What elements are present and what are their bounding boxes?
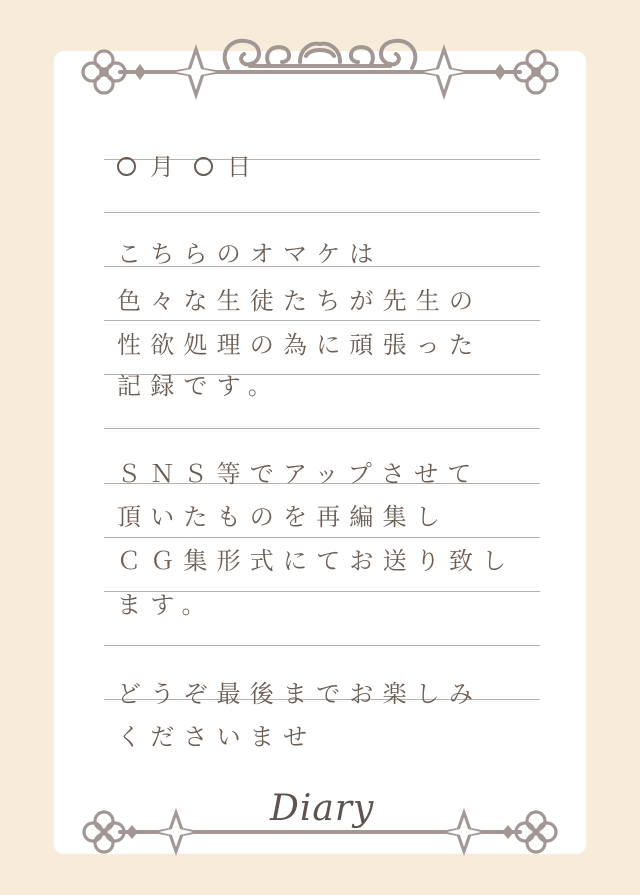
ruled-line	[104, 212, 540, 213]
top-ornament-icon	[0, 22, 640, 122]
month-blank-circle	[117, 157, 136, 176]
text-line: くださいませ	[117, 723, 317, 751]
text-line: ＳＮＳ等でアップさせて	[117, 460, 481, 488]
month-unit: 月	[150, 153, 174, 181]
text-line: 色々な生徒たちが先生の	[117, 287, 483, 315]
text-line: 性欲処理の為に頑張った	[117, 331, 483, 359]
date-line	[117, 147, 271, 182]
ruled-line	[104, 645, 540, 646]
text-line: こちらのオマケは	[117, 240, 383, 268]
ruled-line	[104, 537, 540, 538]
text-line: どうぞ最後までお楽しみ	[117, 680, 483, 708]
text-line: 記録です。	[117, 372, 282, 400]
day-unit: 日	[227, 153, 251, 181]
ruled-line	[104, 320, 540, 321]
text-line: 頂いたものを再編集し	[117, 503, 449, 531]
day-blank-circle	[194, 157, 213, 176]
text-line: ＣＧ集形式にてお送り致し	[117, 547, 516, 575]
text-line: ます。	[117, 591, 215, 619]
diary-logo: Diary	[270, 788, 375, 829]
ruled-line	[104, 428, 540, 429]
